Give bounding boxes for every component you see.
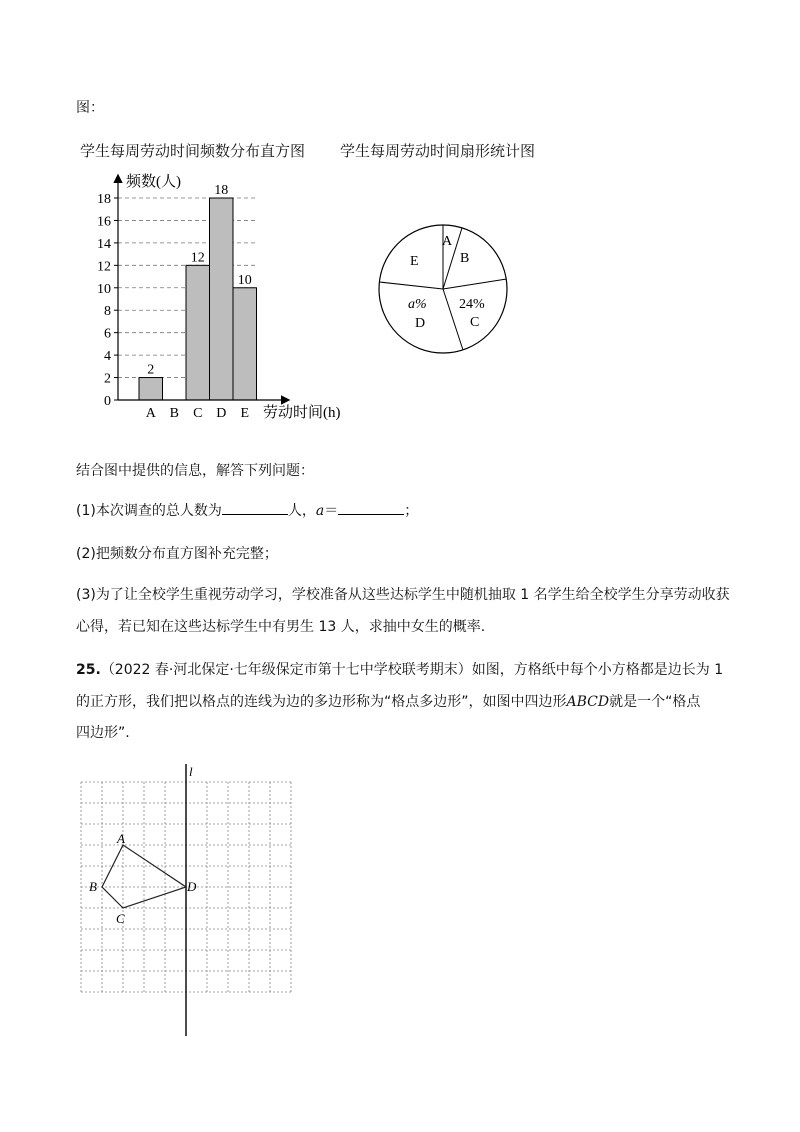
y-axis-label: 频数(人) bbox=[126, 174, 181, 190]
q1-var: a bbox=[315, 503, 325, 519]
pie-label-a: A bbox=[442, 234, 453, 249]
grid-figure bbox=[70, 760, 310, 1040]
bar-value-label-e: 10 bbox=[237, 272, 252, 288]
y-tick-label: 12 bbox=[97, 259, 111, 275]
intro-label: 图： bbox=[76, 100, 104, 116]
point-d-label: D bbox=[187, 879, 197, 894]
question-3-line-2: 心得，若已知在这些达标学生中有男生 13 人，求抽中女生的概率. bbox=[76, 619, 486, 635]
bar-value-label-d: 18 bbox=[214, 183, 229, 198]
q1-eq: ＝ bbox=[324, 503, 339, 519]
bar-c bbox=[186, 265, 210, 400]
y-tick-label: 18 bbox=[97, 192, 111, 207]
q1-end: ； bbox=[404, 503, 419, 519]
point-b-label: B bbox=[89, 879, 97, 894]
pie-label-e: E bbox=[410, 254, 419, 269]
x-tick-label-a: A bbox=[145, 406, 156, 421]
problem-25-number: 25. bbox=[76, 662, 101, 678]
line-l-label: l bbox=[189, 764, 193, 779]
x-axis-label: 劳动时间(h) bbox=[263, 405, 341, 421]
pie-label-c: C bbox=[470, 315, 480, 330]
bar-value-label-c: 12 bbox=[190, 250, 205, 266]
question-1 bbox=[76, 500, 418, 521]
pie-chart bbox=[372, 222, 522, 362]
y-tick-label: 8 bbox=[104, 304, 111, 320]
pie-percent-c: 24% bbox=[459, 297, 485, 312]
bar-e bbox=[233, 288, 257, 400]
question-2: (2)把频数分布直方图补充完整； bbox=[76, 546, 278, 562]
problem-25-text-2b: 就是一个“格点 bbox=[609, 694, 701, 710]
y-tick-label: 16 bbox=[97, 214, 111, 230]
question-intro: 结合图中提供的信息，解答下列问题： bbox=[76, 463, 314, 479]
y-tick-label: 14 bbox=[97, 236, 111, 252]
bar-value-label-a: 2 bbox=[147, 362, 155, 378]
pie-percent-d: a% bbox=[408, 297, 427, 312]
pie-label-b: B bbox=[460, 251, 470, 266]
problem-25-abcd: ABCD bbox=[566, 694, 610, 710]
pie-title: 学生每周劳动时间扇形统计图 bbox=[340, 142, 536, 160]
x-tick-label-c: C bbox=[193, 406, 203, 421]
x-tick-label-b: B bbox=[169, 406, 179, 421]
point-c-label: C bbox=[116, 911, 125, 926]
bar-d bbox=[210, 198, 234, 400]
point-a-label: A bbox=[117, 831, 125, 846]
problem-25-line-3: 四边形”. bbox=[76, 725, 130, 741]
problem-25-line-2 bbox=[76, 692, 700, 712]
q1-prefix: (1)本次调查的总人数为 bbox=[76, 503, 222, 519]
histogram-chart bbox=[90, 168, 370, 428]
pie-label-d: D bbox=[415, 316, 426, 331]
y-tick-label: 0 bbox=[104, 394, 111, 409]
y-tick-label: 2 bbox=[104, 371, 111, 387]
y-tick-label: 10 bbox=[97, 281, 111, 297]
q1-mid: 人， bbox=[287, 503, 316, 519]
y-tick-label: 4 bbox=[104, 349, 111, 365]
problem-25-line-1 bbox=[76, 660, 723, 680]
problem-25-text-2a: 的正方形，我们把以格点的连线为边的多边形称为“格点多边形”，如图中四边形 bbox=[76, 694, 567, 710]
question-3-line-1: (3)为了让全校学生重视劳动学习，学校准备从这些达标学生中随机抽取 1 名学生给全校学生分享劳动收获 bbox=[76, 587, 730, 603]
q1-blank-a[interactable] bbox=[338, 500, 404, 515]
problem-25-text-1: （2022 春·河北保定·七年级保定市第十七中学校联考期末）如图，方格纸中每个小方格都是边长为 1 bbox=[100, 662, 724, 678]
histogram-title: 学生每周劳动时间频数分布直方图 bbox=[80, 142, 306, 160]
x-tick-label-e: E bbox=[240, 406, 250, 421]
x-tick-label-d: D bbox=[216, 406, 227, 421]
q1-blank-total[interactable] bbox=[222, 500, 288, 515]
bar-a bbox=[139, 378, 163, 400]
y-tick-label: 6 bbox=[104, 326, 111, 342]
